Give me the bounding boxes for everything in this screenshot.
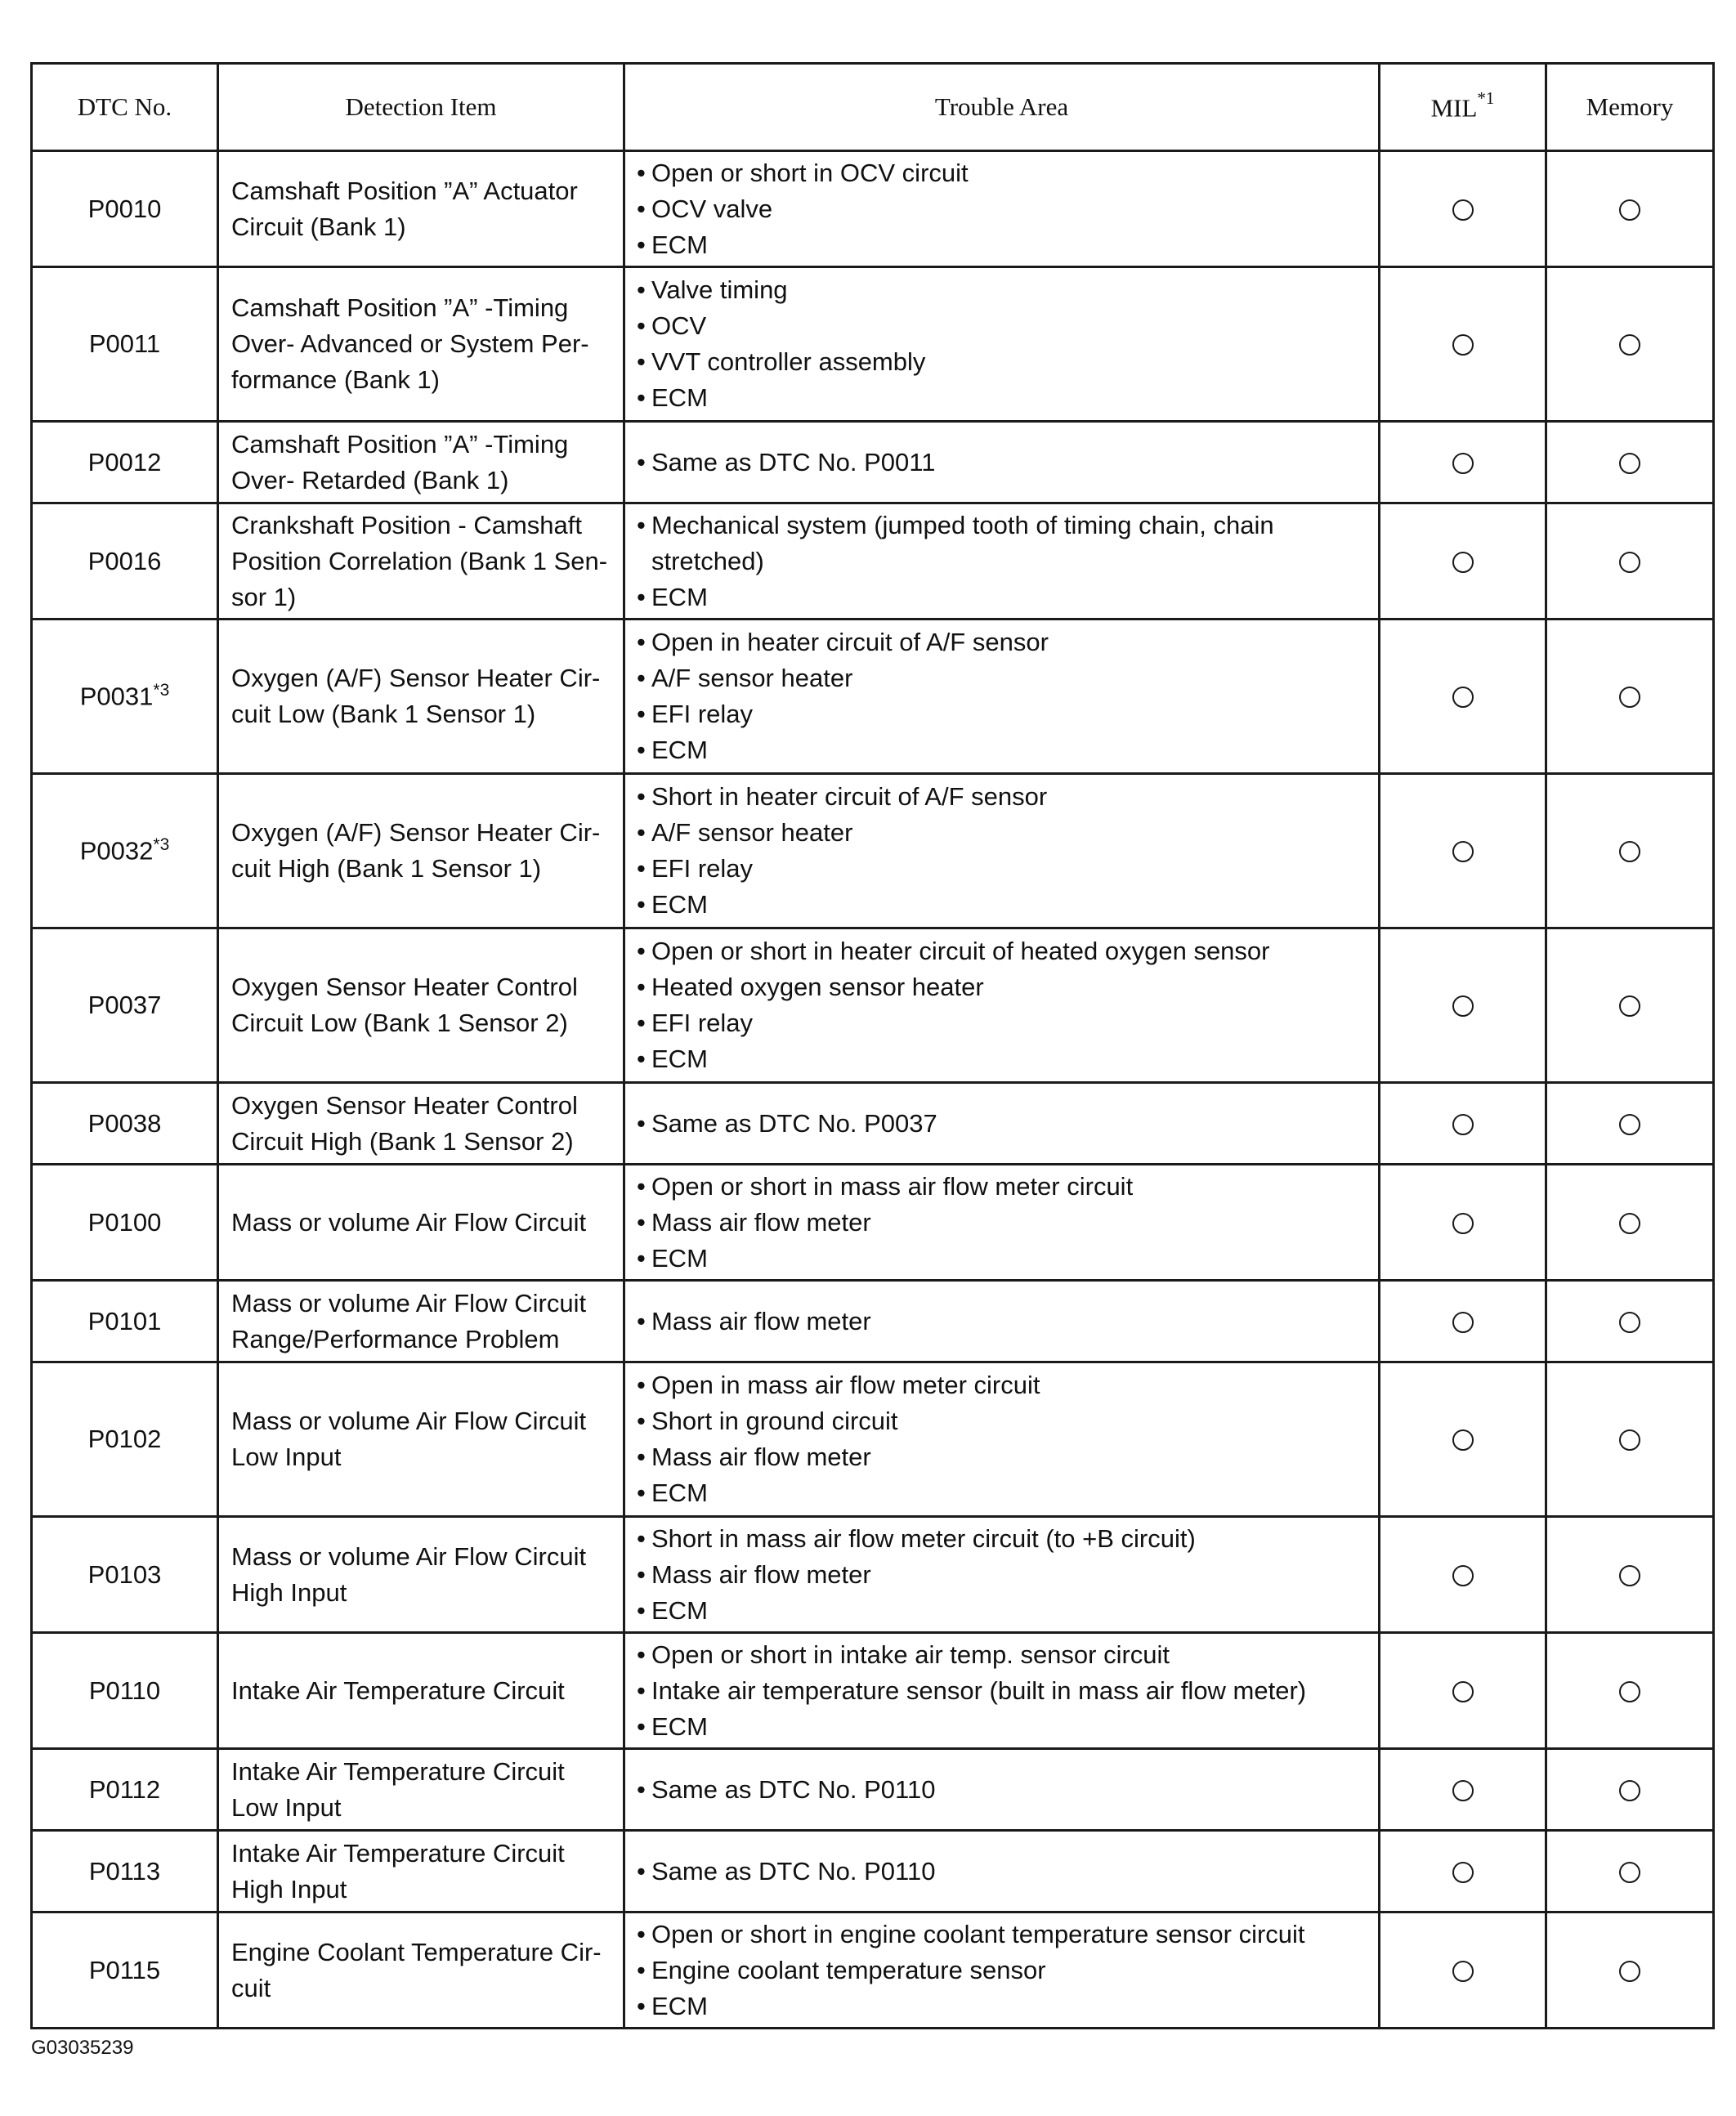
detection-item-cell [218,774,624,928]
trouble-area-item [635,380,1368,416]
trouble-area-text: • ECM [651,1595,708,1625]
trouble-area-list [635,445,1368,481]
trouble-area-item [635,579,1368,615]
circle-mark-icon [1619,841,1640,862]
dtc-code: P0113 [88,1856,161,1886]
trouble-area-text: • OCV valve [651,194,773,223]
dtc-table-body [32,151,1714,2029]
dtc-code-cell [32,267,218,422]
detection-item-line: Mass or volume Air Flow Circuit [231,1407,587,1435]
dtc-code-cell [32,928,218,1083]
trouble-area-list [635,272,1368,416]
circle-mark-icon [1452,687,1474,708]
dtc-code: P0010 [87,194,162,223]
table-row [32,1281,1714,1362]
dtc-code: P0031 [79,682,154,711]
detection-item-line: Camshaft Position ”A” -Timing [231,429,569,459]
trouble-area-cell [624,1633,1380,1749]
circle-mark-icon [1452,552,1474,573]
detection-item-line: Mass or volume Air Flow Circuit [231,1541,587,1571]
circle-mark-icon [1452,1565,1474,1586]
circle-mark-icon [1619,453,1640,474]
trouble-area-cell [624,1831,1380,1912]
table-row [32,1912,1714,2029]
detection-item-line: Oxygen (A/F) Sensor Heater Cir- [231,664,601,692]
trouble-area-cell [624,620,1380,774]
detection-item-cell [218,1362,624,1517]
table-row [32,1517,1714,1633]
trouble-area-text: • ECM [651,1243,708,1273]
trouble-area-list [635,1304,1368,1340]
trouble-area-item [635,1439,1368,1475]
trouble-area-text: • Open in mass air flow meter circuit [651,1371,1040,1399]
detection-item-cell [218,928,624,1083]
trouble-area-item [635,732,1368,768]
dtc-code-cell [32,1749,218,1831]
trouble-area-item [635,1403,1368,1439]
detection-item-line: High Input [231,1577,347,1607]
mil-cell [1380,928,1546,1083]
trouble-area-item [635,1557,1368,1593]
dtc-code-cell [32,620,218,774]
detection-item-line: sor 1) [231,582,297,611]
dtc-code: P0012 [87,447,162,476]
trouble-area-item [635,1637,1368,1673]
header-trouble-area: Trouble Area [624,64,1380,151]
dtc-code: P0115 [88,1955,161,1984]
memory-cell [1546,774,1714,928]
trouble-area-text: • OCV [651,311,707,340]
detection-item-cell [218,1912,624,2029]
trouble-area-text: • EFI relay [651,700,754,728]
dtc-code-cell [32,151,218,267]
trouble-area-item [635,155,1368,191]
trouble-area-text: • Open in heater circuit of A/F sensor [651,628,1049,656]
trouble-area-item [635,1169,1368,1205]
detection-item-line: Engine Coolant Temperature Cir- [231,1937,602,1966]
circle-mark-icon [1619,1565,1640,1586]
trouble-area-text: • Valve timing [651,275,788,304]
table-row [32,1362,1714,1517]
trouble-area-item [635,933,1368,969]
trouble-area-text: • Same as DTC No. P0110 [651,1774,936,1804]
trouble-area-item [635,1917,1368,1953]
trouble-area-text: • Short in mass air flow meter circuit (to +B circuit) [651,1523,1196,1553]
circle-mark-icon [1619,1312,1640,1333]
circle-mark-icon [1619,687,1640,708]
trouble-area-cell [624,928,1380,1083]
detection-item-line: Circuit (Bank 1) [231,212,406,241]
dtc-code-cell [32,422,218,503]
trouble-area-item [635,1593,1368,1629]
detection-item-line: Oxygen Sensor Heater Control [231,1090,578,1120]
detection-item-line: Circuit High (Bank 1 Sensor 2) [231,1126,574,1156]
detection-item-cell [218,1633,624,1749]
detection-item-line: Circuit Low (Bank 1 Sensor 2) [231,1009,568,1037]
circle-mark-icon [1619,1961,1640,1982]
trouble-area-list [635,779,1368,923]
dtc-code: P0102 [87,1425,162,1453]
trouble-area-cell [624,1517,1380,1633]
detection-item-cell [218,1831,624,1912]
mil-cell [1380,1633,1546,1749]
header-detection-item: Detection Item [218,64,624,151]
detection-item-line: Over- Advanced or System Per- [231,329,589,358]
trouble-area-item [635,191,1368,227]
circle-mark-icon [1452,1114,1474,1135]
trouble-area-cell [624,1165,1380,1281]
dtc-code-cell [32,1517,218,1633]
mil-cell [1380,1912,1546,2029]
detection-item-line: Oxygen (A/F) Sensor Heater Cir- [231,818,601,847]
detection-item-cell [218,1281,624,1362]
table-row [32,1831,1714,1912]
dtc-code-cell [32,1165,218,1281]
trouble-area-text: • Open or short in OCV circuit [651,158,969,187]
trouble-area-text: • Short in heater circuit of A/F sensor [651,782,1048,811]
trouble-area-text: • ECM [651,383,708,412]
trouble-area-text: • Engine coolant temperature sensor [651,1955,1046,1984]
table-row [32,1749,1714,1831]
circle-mark-icon [1452,334,1474,356]
circle-mark-icon [1452,453,1474,474]
circle-mark-icon [1619,1681,1640,1702]
table-row [32,267,1714,422]
trouble-area-item [635,1241,1368,1277]
trouble-area-item [635,1475,1368,1511]
dtc-code-cell [32,774,218,928]
trouble-area-text: • ECM [651,736,708,764]
trouble-area-text: stretched) [651,546,764,575]
trouble-area-item [635,696,1368,732]
detection-item-cell [218,422,624,503]
mil-cell [1380,1083,1546,1165]
memory-cell [1546,151,1714,267]
detection-item-line: Oxygen Sensor Heater Control [231,973,578,1001]
dtc-code-cell [32,1633,218,1749]
trouble-area-text: • Mass air flow meter [651,1306,871,1335]
detection-item-line: formance (Bank 1) [231,365,440,394]
trouble-area-item [635,1854,1368,1890]
circle-mark-icon [1452,1429,1474,1451]
mil-cell [1380,267,1546,422]
trouble-area-list [635,1169,1368,1277]
trouble-area-item [635,624,1368,660]
mil-cell [1380,1165,1546,1281]
memory-cell [1546,1831,1714,1912]
detection-item-line: Intake Air Temperature Circuit [231,1838,565,1868]
trouble-area-text: • Heated oxygen sensor heater [651,973,984,1001]
trouble-area-item [635,308,1368,344]
memory-cell [1546,503,1714,620]
header-mil-footnote: *1 [1477,87,1495,108]
detection-item-line: Position Correlation (Bank 1 Sen- [231,546,608,575]
dtc-footnote: *3 [153,835,170,855]
mil-cell [1380,774,1546,928]
trouble-area-item [635,1709,1368,1745]
trouble-area-text: • ECM [651,1711,708,1741]
trouble-area-item [635,1367,1368,1403]
detection-item-cell [218,1517,624,1633]
trouble-area-text: • Intake air temperature sensor (built in mass air flow meter) [651,1675,1307,1705]
detection-item-cell [218,267,624,422]
detection-item-cell [218,620,624,774]
detection-item-cell [218,503,624,620]
trouble-area-text: • Mechanical system (jumped tooth of timing chain, chain [651,510,1274,539]
trouble-area-text: • ECM [651,230,708,259]
dtc-code-cell [32,1831,218,1912]
dtc-code: P0112 [88,1774,161,1804]
detection-item-cell [218,151,624,267]
table-header-row [32,64,1714,151]
circle-mark-icon [1452,1961,1474,1982]
trouble-area-item [635,1205,1368,1241]
circle-mark-icon [1619,1780,1640,1801]
detection-item-line: Camshaft Position ”A” -Timing [231,293,569,322]
trouble-area-text: • EFI relay [651,1009,754,1037]
trouble-area-list [635,508,1368,615]
dtc-code: P0037 [87,991,162,1019]
trouble-area-text: • ECM [651,582,708,611]
header-memory: Memory [1546,64,1714,151]
trouble-area-list [635,1521,1368,1629]
trouble-area-text: • EFI relay [651,854,754,883]
trouble-area-text: • ECM [651,890,708,919]
trouble-area-text: • Mass air flow meter [651,1207,871,1237]
circle-mark-icon [1619,199,1640,221]
trouble-area-cell [624,267,1380,422]
dtc-table [30,62,1715,2029]
circle-mark-icon [1619,995,1640,1017]
memory-cell [1546,1165,1714,1281]
table-row [32,1633,1714,1749]
dtc-code-cell [32,1362,218,1517]
trouble-area-list [635,1854,1368,1890]
trouble-area-item [635,1106,1368,1142]
circle-mark-icon [1619,1114,1640,1135]
trouble-area-text: • Open or short in intake air temp. sensor circuit [651,1640,1170,1669]
trouble-area-list [635,1917,1368,2024]
memory-cell [1546,1281,1714,1362]
trouble-area-text: • ECM [651,1991,708,2020]
detection-item-cell [218,1083,624,1165]
memory-cell [1546,620,1714,774]
table-row [32,422,1714,503]
dtc-code: P0101 [87,1306,162,1335]
trouble-area-text: • Same as DTC No. P0037 [651,1108,937,1138]
header-dtc-no: DTC No. [32,64,218,151]
trouble-area-cell [624,1362,1380,1517]
mil-cell [1380,1749,1546,1831]
memory-cell [1546,1517,1714,1633]
dtc-code-cell [32,1083,218,1165]
detection-item-line: cuit Low (Bank 1 Sensor 1) [231,700,536,728]
table-row [32,151,1714,267]
trouble-area-text: • Short in ground circuit [651,1407,898,1435]
trouble-area-item [635,1673,1368,1709]
circle-mark-icon [1452,1780,1474,1801]
mil-cell [1380,1281,1546,1362]
trouble-area-cell [624,1083,1380,1165]
figure-id: G03035239 [31,2037,134,2059]
dtc-code: P0032 [79,836,154,866]
trouble-area-item [635,1521,1368,1557]
header-mil [1380,64,1546,151]
trouble-area-item [635,1772,1368,1808]
detection-item-line: Camshaft Position ”A” Actuator [231,176,578,205]
detection-item-cell [218,1165,624,1281]
detection-item-line: Mass or volume Air Flow Circuit [231,1207,587,1237]
table-row [32,774,1714,928]
table-row [32,1165,1714,1281]
dtc-footnote: *3 [153,681,170,700]
trouble-area-item [635,851,1368,887]
trouble-area-item [635,344,1368,380]
memory-cell [1546,1083,1714,1165]
table-row [32,620,1714,774]
circle-mark-icon [1619,552,1640,573]
trouble-area-cell [624,774,1380,928]
detection-item-line: Low Input [231,1443,342,1471]
dtc-code-cell [32,1281,218,1362]
trouble-area-list [635,1367,1368,1511]
mil-cell [1380,1831,1546,1912]
mil-cell [1380,151,1546,267]
circle-mark-icon [1619,1213,1640,1234]
trouble-area-item [635,1005,1368,1041]
dtc-code: P0110 [88,1675,161,1705]
circle-mark-icon [1619,1429,1640,1451]
trouble-area-item [635,445,1368,481]
dtc-code-cell [32,1912,218,2029]
trouble-area-cell [624,1281,1380,1362]
trouble-area-list [635,933,1368,1077]
circle-mark-icon [1452,199,1474,221]
mil-cell [1380,620,1546,774]
trouble-area-list [635,1106,1368,1142]
trouble-area-item [635,1304,1368,1340]
trouble-area-item [635,779,1368,815]
dtc-code: P0103 [87,1559,162,1589]
circle-mark-icon [1452,1681,1474,1702]
detection-item-line: Mass or volume Air Flow Circuit [231,1288,587,1317]
circle-mark-icon [1452,1312,1474,1333]
table-row [32,503,1714,620]
trouble-area-item [635,660,1368,696]
memory-cell [1546,928,1714,1083]
dtc-code: P0016 [87,546,162,575]
mil-cell [1380,503,1546,620]
table-row [32,1083,1714,1165]
detection-item-line: Crankshaft Position - Camshaft [231,510,583,539]
memory-cell [1546,422,1714,503]
trouble-area-cell [624,151,1380,267]
trouble-area-text: • Open or short in engine coolant temperature sensor circuit [651,1919,1305,1948]
trouble-area-text: • A/F sensor heater [651,664,853,692]
mil-cell [1380,1517,1546,1633]
trouble-area-item [635,969,1368,1005]
memory-cell [1546,1749,1714,1831]
dtc-code: P0100 [87,1207,162,1237]
trouble-area-text: • A/F sensor heater [651,818,853,847]
memory-cell [1546,1912,1714,2029]
trouble-area-item [635,1041,1368,1077]
detection-item-cell [218,1749,624,1831]
circle-mark-icon [1452,841,1474,862]
trouble-area-item [635,272,1368,308]
circle-mark-icon [1452,1862,1474,1883]
detection-item-line: High Input [231,1874,347,1904]
trouble-area-item [635,1953,1368,1989]
trouble-area-text: • Open or short in heater circuit of heated oxygen sensor [651,937,1270,965]
detection-item-line: Intake Air Temperature Circuit [231,1675,565,1705]
trouble-area-list [635,624,1368,768]
trouble-area-text: • Same as DTC No. P0011 [651,447,936,476]
trouble-area-cell [624,1749,1380,1831]
mil-cell [1380,422,1546,503]
trouble-area-item [635,1989,1368,2024]
circle-mark-icon [1619,334,1640,356]
circle-mark-icon [1619,1862,1640,1883]
memory-cell [1546,267,1714,422]
detection-item-line: Over- Retarded (Bank 1) [231,465,509,494]
detection-item-line: Range/Performance Problem [231,1324,560,1353]
dtc-code-cell [32,503,218,620]
trouble-area-item [635,887,1368,923]
mil-cell [1380,1362,1546,1517]
dtc-code: P0038 [87,1108,162,1138]
trouble-area-list [635,155,1368,263]
detection-item-line: cuit [231,1973,271,2002]
trouble-area-cell [624,1912,1380,2029]
table-row [32,928,1714,1083]
trouble-area-cell [624,422,1380,503]
trouble-area-cell [624,503,1380,620]
trouble-area-text: • Mass air flow meter [651,1443,871,1471]
dtc-code: P0011 [88,329,161,358]
trouble-area-list [635,1772,1368,1808]
trouble-area-text: • Mass air flow meter [651,1559,871,1589]
trouble-area-text: • Open or short in mass air flow meter circuit [651,1171,1134,1201]
memory-cell [1546,1362,1714,1517]
trouble-area-item [635,227,1368,263]
detection-item-line: Low Input [231,1792,342,1822]
trouble-area-item [635,508,1368,579]
detection-item-line: cuit High (Bank 1 Sensor 1) [231,854,542,883]
dtc-table-container [30,62,1712,2029]
memory-cell [1546,1633,1714,1749]
trouble-area-text: • ECM [651,1045,708,1073]
circle-mark-icon [1452,995,1474,1017]
trouble-area-list [635,1637,1368,1745]
trouble-area-item [635,815,1368,851]
circle-mark-icon [1452,1213,1474,1234]
header-mil-label: MIL [1430,93,1478,123]
trouble-area-text: • ECM [651,1479,708,1507]
detection-item-line: Intake Air Temperature Circuit [231,1756,565,1786]
trouble-area-text: • VVT controller assembly [651,347,926,376]
trouble-area-text: • Same as DTC No. P0110 [651,1856,936,1886]
